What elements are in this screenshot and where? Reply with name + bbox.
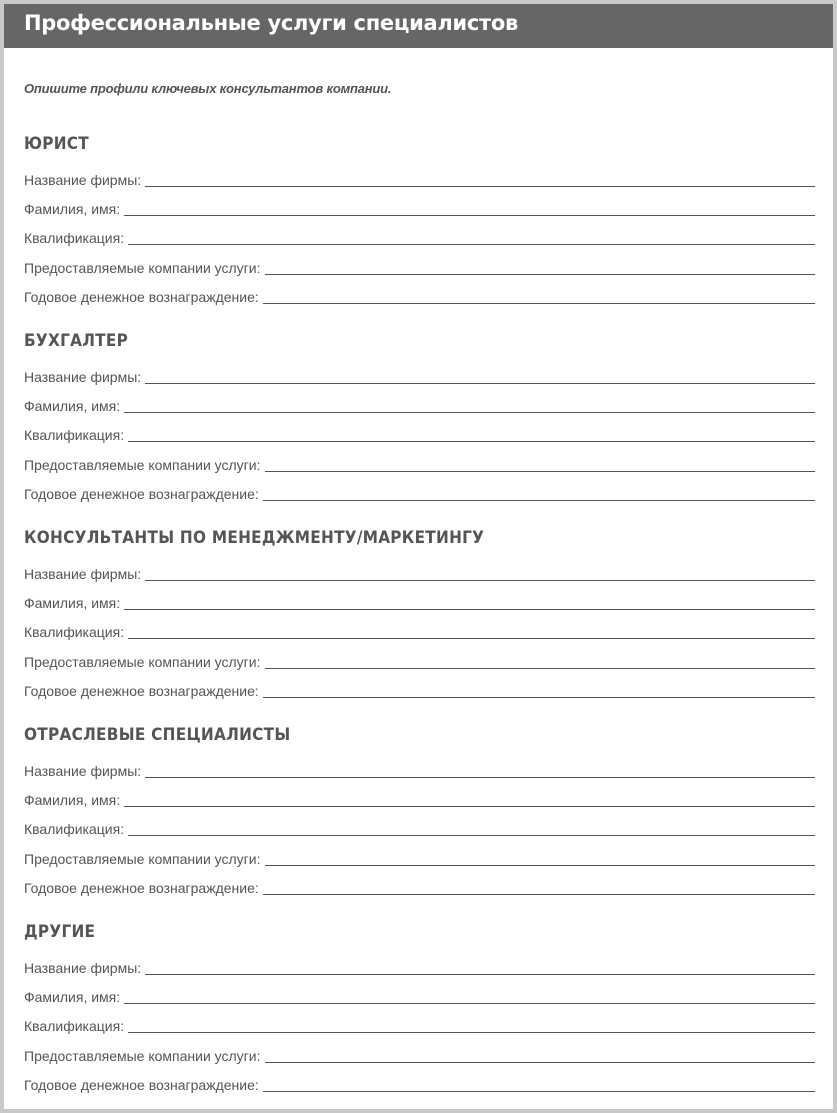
field-label: Предоставляемые компании услуги:: [24, 851, 261, 867]
field-label: Квалификация:: [24, 821, 125, 837]
qualification-field[interactable]: [24, 423, 815, 443]
annual-fee-field[interactable]: [24, 679, 815, 699]
annual-fee-input-line[interactable]: [263, 894, 815, 895]
field-label: Годовое денежное вознаграждение:: [24, 880, 259, 896]
field-label: Предоставляемые компании услуги:: [24, 260, 261, 276]
qualification-field[interactable]: [24, 226, 815, 246]
firm-name-field[interactable]: [24, 956, 815, 976]
annual-fee-field[interactable]: [24, 1073, 815, 1093]
section-title: ДРУГИЕ: [24, 922, 96, 942]
annual-fee-field[interactable]: [24, 285, 815, 305]
field-label: Название фирмы:: [24, 369, 142, 385]
field-label: Название фирмы:: [24, 172, 142, 188]
annual-fee-input-line[interactable]: [263, 1091, 815, 1092]
field-label: Название фирмы:: [24, 960, 142, 976]
section-title: БУХГАЛТЕР: [24, 331, 129, 351]
field-label: Фамилия, имя:: [24, 595, 121, 611]
services-field[interactable]: [24, 453, 815, 473]
services-input-line[interactable]: [265, 274, 816, 275]
full-name-field[interactable]: [24, 197, 815, 217]
field-label: Фамилия, имя:: [24, 792, 121, 808]
annual-fee-field[interactable]: [24, 482, 815, 502]
section-title: КОНСУЛЬТАНТЫ ПО МЕНЕДЖМЕНТУ/МАРКЕТИНГУ: [24, 528, 485, 548]
firm-name-field[interactable]: [24, 365, 815, 385]
page-title: Профессиональные услуги специалистов: [24, 11, 519, 35]
field-label: Годовое денежное вознаграждение:: [24, 289, 259, 305]
services-field[interactable]: [24, 650, 815, 670]
services-input-line[interactable]: [265, 1062, 816, 1063]
full-name-input-line[interactable]: [124, 412, 815, 413]
field-label: Предоставляемые компании услуги:: [24, 1048, 261, 1064]
field-label: Годовое денежное вознаграждение:: [24, 486, 259, 502]
qualification-input-line[interactable]: [128, 638, 815, 639]
services-input-line[interactable]: [265, 668, 816, 669]
field-label: Квалификация:: [24, 427, 125, 443]
annual-fee-input-line[interactable]: [263, 697, 815, 698]
section-title: ОТРАСЛЕВЫЕ СПЕЦИАЛИСТЫ: [24, 725, 291, 745]
field-label: Годовое денежное вознаграждение:: [24, 683, 259, 699]
full-name-input-line[interactable]: [124, 215, 815, 216]
full-name-input-line[interactable]: [124, 609, 815, 610]
field-label: Фамилия, имя:: [24, 989, 121, 1005]
full-name-input-line[interactable]: [124, 1003, 815, 1004]
services-input-line[interactable]: [265, 865, 816, 866]
annual-fee-field[interactable]: [24, 876, 815, 896]
firm-name-field[interactable]: [24, 759, 815, 779]
services-field[interactable]: [24, 256, 815, 276]
services-field[interactable]: [24, 1044, 815, 1064]
full-name-field[interactable]: [24, 394, 815, 414]
firm-name-field[interactable]: [24, 562, 815, 582]
full-name-field[interactable]: [24, 788, 815, 808]
field-label: Фамилия, имя:: [24, 201, 121, 217]
field-label: Квалификация:: [24, 624, 125, 640]
field-label: Название фирмы:: [24, 763, 142, 779]
qualification-field[interactable]: [24, 1014, 815, 1034]
firm-name-input-line[interactable]: [145, 777, 815, 778]
firm-name-input-line[interactable]: [145, 580, 815, 581]
full-name-field[interactable]: [24, 591, 815, 611]
qualification-input-line[interactable]: [128, 244, 815, 245]
form-instructions: Опишите профили ключевых консультантов компании.: [24, 81, 392, 96]
annual-fee-input-line[interactable]: [263, 303, 815, 304]
full-name-field[interactable]: [24, 985, 815, 1005]
field-label: Фамилия, имя:: [24, 398, 121, 414]
qualification-input-line[interactable]: [128, 835, 815, 836]
full-name-input-line[interactable]: [124, 806, 815, 807]
firm-name-input-line[interactable]: [145, 974, 815, 975]
field-label: Предоставляемые компании услуги:: [24, 457, 261, 473]
qualification-field[interactable]: [24, 817, 815, 837]
field-label: Предоставляемые компании услуги:: [24, 654, 261, 670]
field-label: Квалификация:: [24, 1018, 125, 1034]
services-field[interactable]: [24, 847, 815, 867]
services-input-line[interactable]: [265, 471, 816, 472]
firm-name-field[interactable]: [24, 168, 815, 188]
qualification-input-line[interactable]: [128, 441, 815, 442]
section-title: ЮРИСТ: [24, 134, 89, 154]
field-label: Квалификация:: [24, 230, 125, 246]
field-label: Годовое денежное вознаграждение:: [24, 1077, 259, 1093]
field-label: Название фирмы:: [24, 566, 142, 582]
qualification-field[interactable]: [24, 620, 815, 640]
firm-name-input-line[interactable]: [145, 186, 815, 187]
annual-fee-input-line[interactable]: [263, 500, 815, 501]
firm-name-input-line[interactable]: [145, 383, 815, 384]
qualification-input-line[interactable]: [128, 1032, 815, 1033]
header-bar: [4, 4, 833, 48]
